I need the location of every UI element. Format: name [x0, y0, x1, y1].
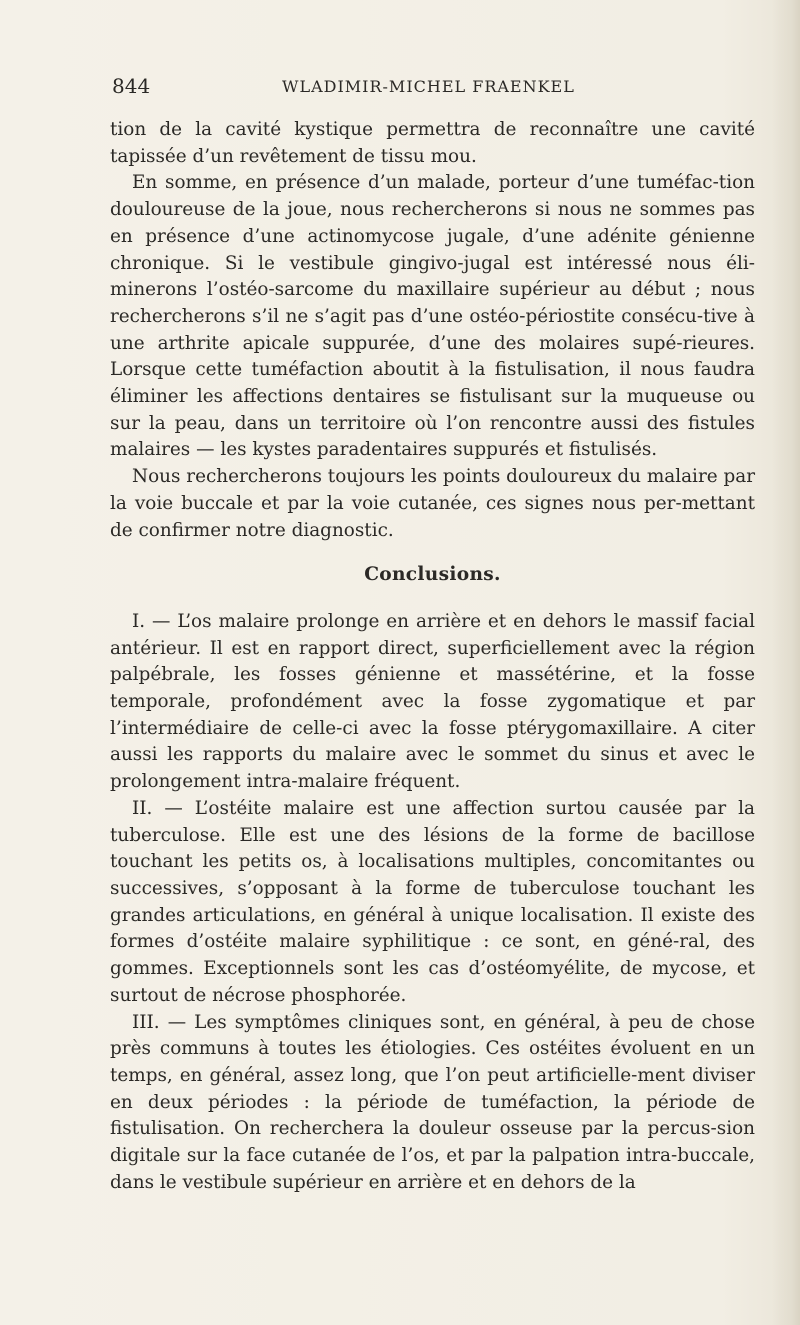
paragraph-painful-points: Nous rechercherons toujours les points douloureux du malaire par la voie buccale et par la voie cutanée, ces signes nous per-mettant de confirmer notre diagnostic. — [110, 466, 755, 541]
conclusion-3: III. — Les symptômes cliniques sont, en général, à peu de chose près communs à toutes les étiologies. Ces ostéites évoluent en un temps, en général, assez long, que l’on peut artificielle-ment diviser en deux périodes : la période de tuméfaction, la période de fistulisation. On recherchera la douleur osseuse par la percus-sion digitale sur la face cutanée de l’os, et par la palpation intra-buccale, dans le vestibule supérieur en arrière et en dehors de la — [110, 1011, 755, 1193]
section-heading-conclusions: Conclusions. — [364, 564, 501, 586]
page-header — [112, 74, 752, 104]
conclusion-1: I. — L’os malaire prolonge en arrière et en dehors le massif facial antérieur. Il est en rapport direct, superficiellement avec la région palpébrale, les fosses génienne et massétérine, et la fosse temporale, profondément avec la fosse zygomatique et par l’intermédiaire de celle-ci avec la fosse ptérygomaxillaire. A citer aussi les rapports du malaire avec le sommet du sinus et avec le prolongement intra-malaire fréquent. — [110, 610, 755, 793]
page-edge-shadow — [772, 0, 800, 1325]
conclusion-2: II. — L’ostéite malaire est une affection surtou causée par la tuberculose. Elle est une des lésions de la forme de bacillose touchant les petits os, à localisations multiples, concomitantes ou successives, s’opposant à la forme de tuberculose touchant les grandes articulations, en général à unique localisation. Il existe des formes d’ostéite malaire syphilitique : ce sont, en géné-ral, des gommes. Exceptionnels sont les cas d’ostéomyélite, de mycose, et surtout de nécrose phosphorée. — [110, 797, 755, 1006]
page-body — [110, 117, 755, 1196]
paragraph-differential-diagnosis: En somme, en présence d’un malade, porteur d’une tuméfac-tion douloureuse de la joue, nous rechercherons si nous ne sommes pas en présence d’une actinomycose jugale, d’une adénite génienne chronique. Si le vestibule gingivo-jugal est intéressé nous éli-minerons l’ostéo-sarcome du maxillaire supérieur au début ; nous rechercherons s’il ne s’agit pas d’une ostéo-périostite consécu-tive à une arthrite apicale suppurée, d’une des molaires supé-rieures. Lorsque cette tuméfaction aboutit à la fistulisation, il nous faudra éliminer les affections dentaires se fistulisant sur la muqueuse ou sur la peau, dans un territoire où l’on rencontre aussi des fistules malaires — les kystes paradentaires suppurés et fistulisés. — [110, 172, 755, 461]
paragraph-continuation: tion de la cavité kystique permettra de reconnaître une cavité tapissée d’un revêtement de tissu mou. — [110, 119, 755, 167]
page-number: 844 — [112, 74, 151, 98]
running-head: WLADIMIR-MICHEL FRAENKEL — [282, 77, 575, 96]
